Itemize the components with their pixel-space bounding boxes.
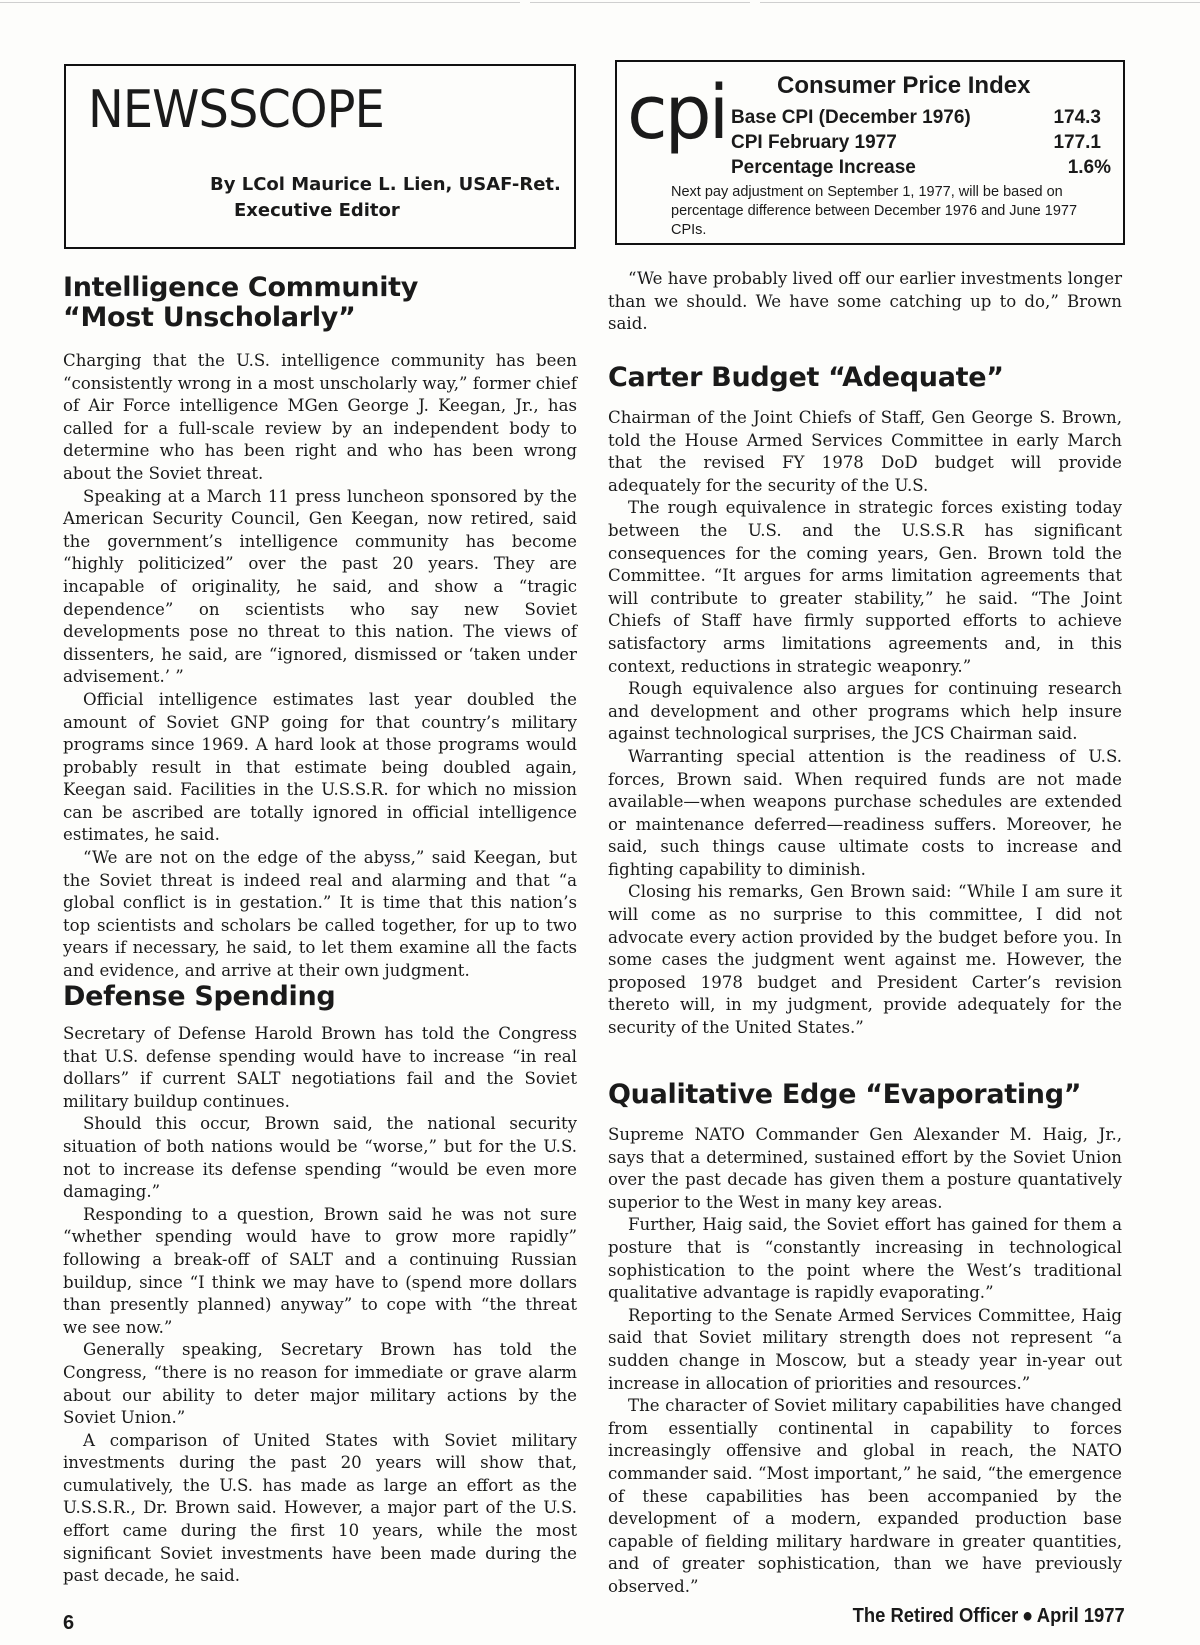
- cpi-row-value: 1.6%: [1067, 157, 1111, 178]
- paragraph: Should this occur, Brown said, the national security situation of both nations would be “worse,” but for the U.S. not to increase its defense spending “would be even more damaging.”: [63, 1114, 577, 1202]
- byline-author: By LCol Maurice L. Lien, USAF-Ret.: [210, 174, 561, 195]
- cpi-row-label: Base CPI (December 1976): [731, 107, 971, 128]
- cpi-row-label: CPI February 1977: [731, 132, 897, 153]
- cpi-row-february: [731, 132, 1101, 154]
- byline: [210, 172, 561, 224]
- article-qualitative-edge: [608, 1080, 1122, 1598]
- article-heading: Qualitative Edge “Evaporating”: [608, 1079, 1082, 1110]
- paragraph: Official intelligence estimates last year doubled the amount of Soviet GNP going for that country’s military programs since 1969. A hard look at those programs would probably result in that estimate being doubled again, Keegan said. Facilities in the U.S.S.R. for which no mission can be ascribed are totally ignored in official intelligence estimates, he said.: [63, 689, 577, 845]
- paragraph: Rough equivalence also argues for continuing research and development and other programs which help insure against technological surprises, the JCS Chairman said.: [608, 679, 1122, 744]
- article-defense-spending: [63, 982, 577, 1588]
- publication-date: April 1977: [1037, 1605, 1125, 1627]
- paragraph: Chairman of the Joint Chiefs of Staff, Gen George S. Brown, told the House Armed Services Committee in early March that the revised FY 1978 DoD budget will provide adequately for the security of the U.S.: [608, 408, 1122, 495]
- cpi-note: Next pay adjustment on September 1, 1977, will be based on percentage difference between December 1976 and June 1977 CPIs.: [671, 184, 1078, 238]
- top-edge: [0, 0, 1200, 6]
- paragraph: Warranting special attention is the readiness of U.S. forces, Brown said. When required funds are not made available—when weapons purchase schedules are extended or maintenance deferred—readiness suffers. Moreover, he said, such things cause ultimate costs to increase and fighting capability to diminish.: [608, 746, 1122, 879]
- publication-name: The Retired Officer: [852, 1605, 1019, 1627]
- cpi-title: Consumer Price Index: [777, 72, 1031, 99]
- paragraph: The rough equivalence in strategic forces existing today between the U.S. and the U.S.S.R has significant consequences for the coming years, Gen. Brown told the Committee. “It argues for arms limitation agreements that will contribute to greater stability,” he said. “The Joint Chiefs of Staff have firmly supported efforts to achieve satisfactory arms limitations agreements and, in this context, reductions in strategic weaponry.”: [608, 498, 1122, 676]
- paragraph: “We have probably lived off our earlier investments longer than we should. We have some catching up to do,” Brown said.: [608, 269, 1122, 334]
- byline-role: Executive Editor: [234, 200, 400, 221]
- paragraph: Speaking at a March 11 press luncheon sponsored by the American Security Council, Gen Keegan, now retired, said the government’s intelligence community has become “highly politicized” over the past 20 years. They are incapable of originality, he said, and show a “tragic dependence” on scientists who say new Soviet developments pose no threat to this nation. The views of dissenters, he said, are “ignored, dismissed or ‘taken under advisement.’ ”: [63, 486, 577, 687]
- publication-footer: [853, 1605, 1125, 1628]
- article-continued: [608, 268, 1122, 336]
- cpi-row-value: 177.1: [1053, 132, 1101, 153]
- paragraph: Further, Haig said, the Soviet effort has gained for them a posture that is “constantly increasing in technological sophistication to the point where the West’s traditional qualitative advantage is rapidly evaporating.”: [608, 1215, 1122, 1303]
- page-number: 6: [63, 1612, 75, 1634]
- article-intelligence: [63, 273, 577, 983]
- cpi-row-value: 174.3: [1053, 107, 1101, 128]
- article-heading: [63, 273, 577, 333]
- bullet-separator: ●: [1022, 1605, 1034, 1627]
- paragraph: A comparison of United States with Soviet military investments during the past 20 years will show that, cumulatively, the U.S. has made as large an effort as the U.S.S.R., Dr. Brown said. However, a major part of the U.S. effort came during the first 10 years, while the most significant Soviet investments have been made during the past decade, he said.: [63, 1430, 577, 1586]
- cpi-row-label: Percentage Increase: [731, 157, 916, 178]
- cpi-box: [615, 60, 1125, 245]
- paragraph: Charging that the U.S. intelligence community has been “consistently wrong in a most unscholarly way,” former chief of Air Force intelligence MGen George J. Keegan, Jr., has called for a full-scale review by an independent body to determine who has been right and who has been wrong about the Soviet threat.: [63, 351, 577, 483]
- paragraph: Supreme NATO Commander Gen Alexander M. Haig, Jr., says that a determined, sustained effort by the Soviet Union over the past decade has given them a posture quantatively superior to the West in many key areas.: [608, 1125, 1122, 1212]
- cpi-row-increase: [731, 157, 1111, 179]
- paragraph: Closing his remarks, Gen Brown said: “While I am sure it will come as no surprise to this committee, I did not advocate every action provided by the budget before you. In some cases the judgment went against me. However, the proposed 1978 budget and President Carter’s revision thereto will, in my judgment, provide adequately for the security of the United States.”: [608, 882, 1122, 1038]
- heading-line: Intelligence Community: [63, 272, 419, 303]
- paragraph: Secretary of Defense Harold Brown has told the Congress that U.S. defense spending would have to increase “in real dollars” if current SALT negotiations fail and the Soviet military buildup continues.: [63, 1024, 577, 1111]
- article-carter-budget: [608, 363, 1122, 1040]
- cpi-row-base: [731, 107, 1101, 129]
- paragraph: The character of Soviet military capabilities have changed from essentially continental in capability to forces increasingly offensive and global in reach, the NATO commander said. “Most important,” he said, “the emergence of these capabilities has been accompanied by the development of a modern, expanded production base capable of fielding military hardware in greater quantities, and of greater sophistication, than we have previously observed.”: [608, 1396, 1122, 1596]
- masthead-title: NEWSSCOPE: [88, 80, 384, 140]
- paragraph: Responding to a question, Brown said he was not sure “whether spending would have to grow more rapidly” following a break-off of SALT and a continuing Russian buildup, since “I think we may have to (spend more dollars than presently planned) anyway” to cope with “the threat we see now.”: [63, 1204, 577, 1337]
- article-heading: Carter Budget “Adequate”: [608, 362, 1004, 393]
- newsscope-masthead: [64, 64, 576, 249]
- paragraph: Reporting to the Senate Armed Services Committee, Haig said that Soviet military strength does not represent “a sudden change in Moscow, but a steady year in-year out increase in allocation of priorities and resources.”: [608, 1305, 1122, 1393]
- article-heading: Defense Spending: [63, 981, 336, 1012]
- paragraph: Generally speaking, Secretary Brown has told the Congress, “there is no reason for immediate or grave alarm about our ability to deter major military actions by the Soviet Union.”: [63, 1340, 577, 1428]
- cpi-logo: cpi: [627, 70, 727, 156]
- heading-line: “Most Unscholarly”: [63, 302, 356, 333]
- paragraph: “We are not on the edge of the abyss,” said Keegan, but the Soviet threat is indeed real and alarming and that “a global conflict is in gestation.” It is time that this nation’s top scientists and scholars be called together, for up to two years if necessary, he said, to let them examine all the facts and evidence, and arrive at their own judgment.: [63, 848, 577, 981]
